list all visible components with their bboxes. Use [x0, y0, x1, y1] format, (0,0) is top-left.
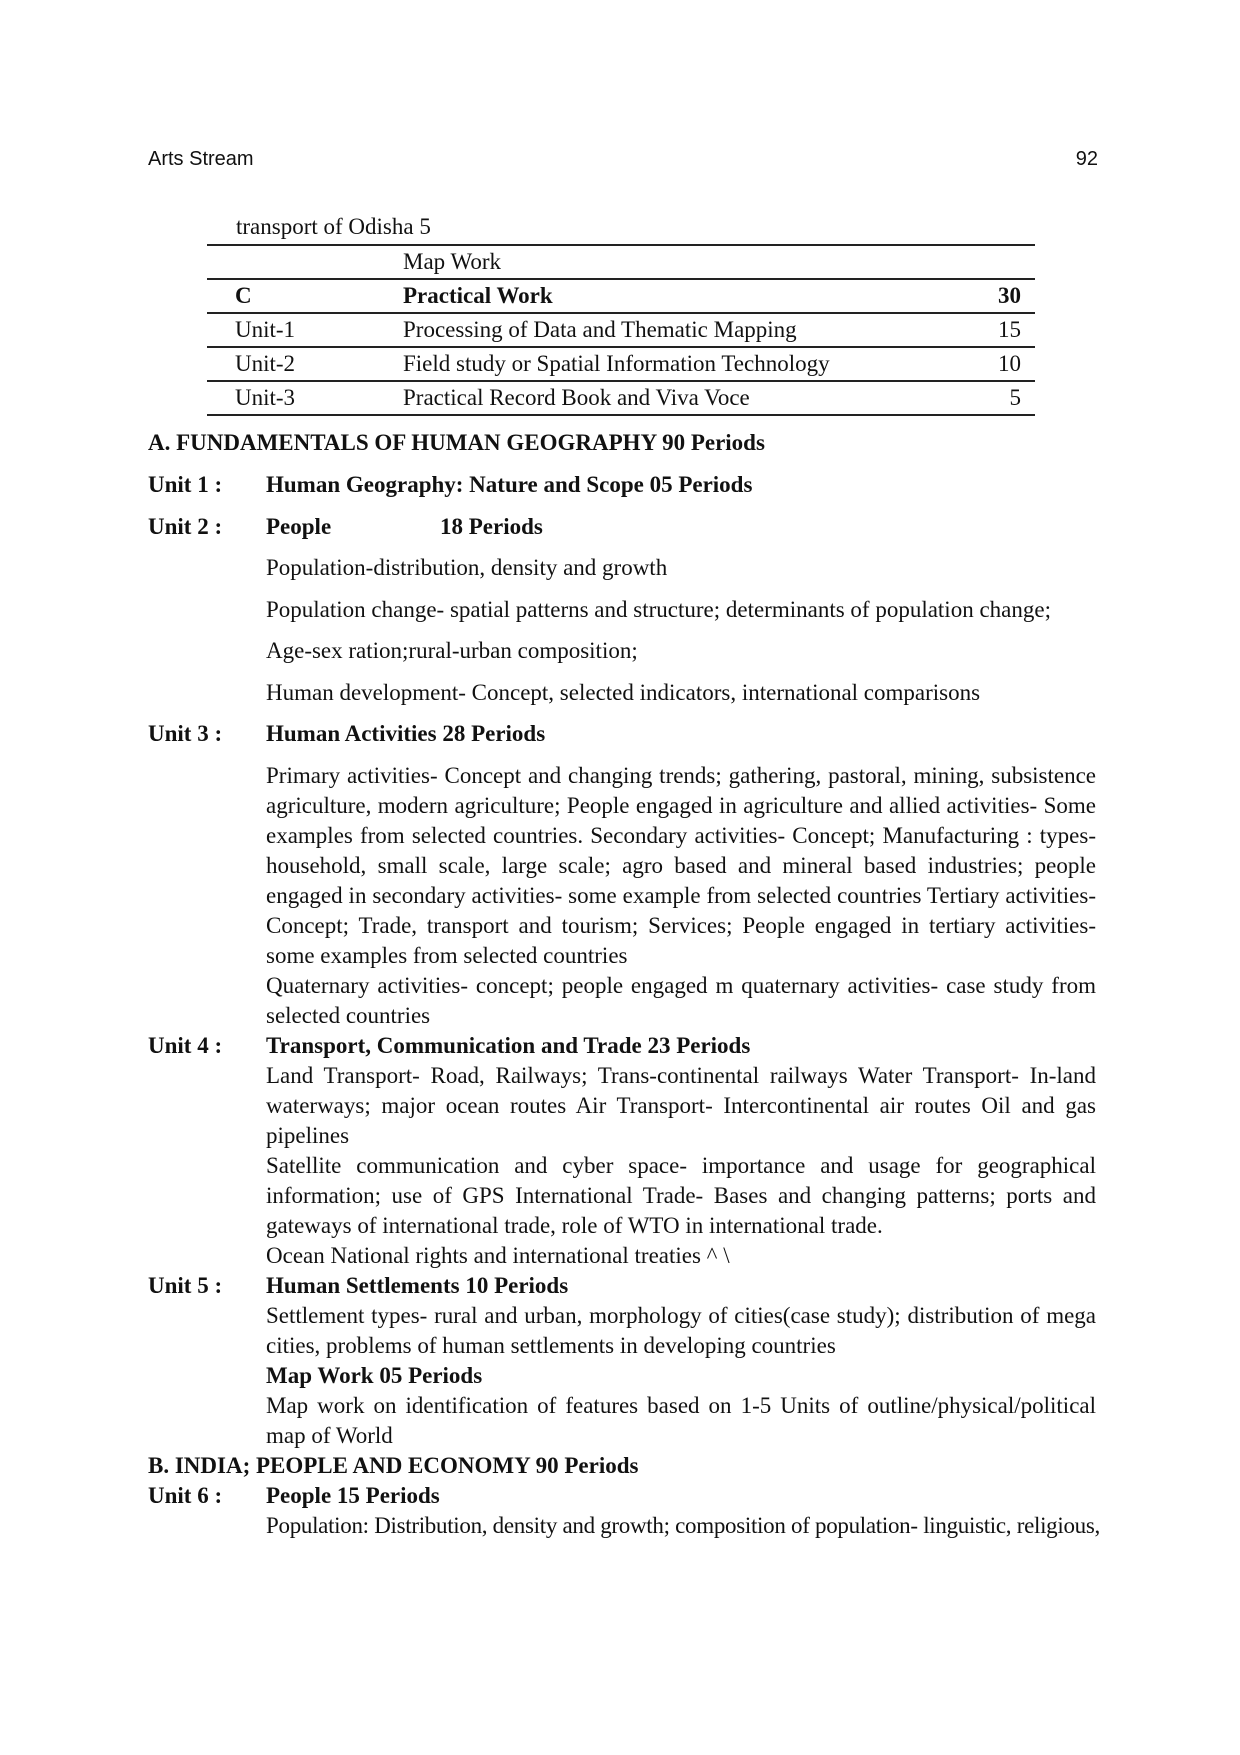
unit-4-title: Transport, Communication and Trade 23 Periods — [266, 1033, 751, 1058]
marks-table — [207, 244, 1035, 416]
table-cell-code: Unit-1 — [235, 317, 296, 342]
table-cell-code: Unit-2 — [235, 351, 296, 376]
table-cell-title: Practical Work — [403, 283, 553, 308]
unit-3-paragraph-1: Primary activities- Concept and changing trends; gathering, pastoral, mining, subsistence agriculture, modern agriculture; People engaged in agriculture and allied activities- Some examples from selected countries. Secondary activities- Concept; Manufacturing : types- household, small scale, large scale; agro based and mineral based industries; people engaged in secondary activities- some example from selected countries Tertiary activities- Concept; Trade, transport and tourism; Services; People engaged in tertiary activities- some examples from selected countries — [266, 763, 1096, 968]
unit-3-paragraph-2: Quaternary activities- concept; people engaged m quaternary activities- case study from selected countries — [266, 973, 1096, 1028]
table-row — [207, 245, 1035, 279]
unit-2-line-3: Age-sex ration;rural-urban composition; — [266, 638, 638, 663]
table-cell-code: Unit-3 — [235, 385, 296, 410]
unit-4-label: Unit 4 : — [148, 1033, 223, 1058]
table-cell-code: C — [235, 283, 252, 308]
unit-4-paragraph-2: Satellite communication and cyber space- importance and usage for geographical information; use of GPS International Trade- Bases and changing patterns; ports and gateways of international trade, role of WTO in international trade. — [266, 1153, 1096, 1238]
table-row — [207, 313, 1035, 347]
unit-5-paragraph-2: Map work on identification of features based on 1-5 Units of outline/physical/political map of World — [266, 1393, 1096, 1448]
unit-6-title: People 15 Periods — [266, 1483, 440, 1508]
unit-5-title: Human Settlements 10 Periods — [266, 1273, 569, 1298]
table-cell-title: Practical Record Book and Viva Voce — [403, 385, 750, 410]
unit-6-paragraph-1: Population: Distribution, density and growth; composition of population- linguistic, religious, — [266, 1513, 1100, 1538]
unit-5-label: Unit 5 : — [148, 1273, 223, 1298]
unit-2-periods: 18 Periods — [440, 514, 543, 539]
table-cell-marks: 5 — [1009, 385, 1021, 410]
unit-5-paragraph-1: Settlement types- rural and urban, morphology of cities(case study); distribution of mega cities, problems of human settlements in developing countries — [266, 1303, 1096, 1358]
table-row — [207, 279, 1035, 313]
unit-1-label: Unit 1 : — [148, 472, 223, 497]
table-cell-marks — [963, 245, 1035, 279]
table-cell-title: Map Work — [403, 249, 502, 274]
section-b-heading: B. INDIA; PEOPLE AND ECONOMY 90 Periods — [148, 1453, 639, 1478]
unit-2-title: People — [266, 514, 332, 539]
table-cell-marks: 30 — [998, 283, 1021, 308]
page-number: 92 — [1075, 148, 1098, 170]
unit-3-label: Unit 3 : — [148, 721, 223, 746]
table-cell-code — [207, 245, 375, 279]
unit-3-title: Human Activities 28 Periods — [266, 721, 546, 746]
table-row — [207, 347, 1035, 381]
unit-4-paragraph-1: Land Transport- Road, Railways; Trans-continental railways Water Transport- In-land waterways; major ocean routes Air Transport- Intercontinental air routes Oil and gas pipelines — [266, 1063, 1096, 1148]
unit-4-paragraph-3: Ocean National rights and international treaties ^ \ — [266, 1243, 730, 1268]
unit-2-line-4: Human development- Concept, selected indicators, international comparisons — [266, 680, 981, 705]
unit-2-line-1: Population-distribution, density and growth — [266, 555, 668, 580]
table-cell-marks: 10 — [998, 351, 1021, 376]
map-work-title: Map Work 05 Periods — [266, 1363, 483, 1388]
table-cell-title: Field study or Spatial Information Technology — [403, 351, 830, 376]
unit-1-title: Human Geography: Nature and Scope 05 Periods — [266, 472, 753, 497]
unit-2-line-2: Population change- spatial patterns and structure; determinants of population change; — [266, 597, 1051, 622]
table-preceding-line: transport of Odisha 5 — [236, 214, 431, 239]
stream-title: Arts Stream — [148, 148, 254, 170]
table-cell-title: Processing of Data and Thematic Mapping — [403, 317, 797, 342]
unit-6-label: Unit 6 : — [148, 1483, 223, 1508]
section-a-heading: A. FUNDAMENTALS OF HUMAN GEOGRAPHY 90 Periods — [148, 430, 765, 455]
table-row — [207, 381, 1035, 415]
unit-2-label: Unit 2 : — [148, 514, 223, 539]
table-cell-marks: 15 — [998, 317, 1021, 342]
